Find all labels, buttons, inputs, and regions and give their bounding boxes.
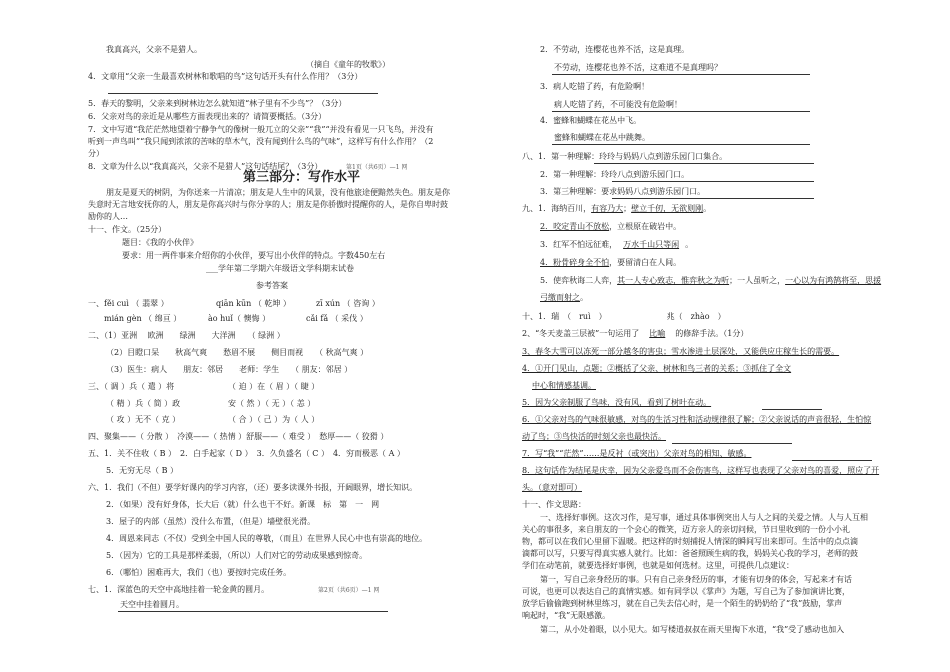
essay-guide-line: 第二，从小处着眼，以小见大。如写楼道叔叔在雨天里掏下水道，“我”受了感动也加入 xyxy=(540,625,845,634)
source-note: （摘自《童年的牧歌》） xyxy=(306,60,390,69)
text-segment: 九、1．海纳百川， xyxy=(522,204,592,213)
page-footer: 第1页（共6页）—1 网 xyxy=(346,164,408,171)
answer-10-6-cont: 动了鸟；③鸟快活的时刻父亲也最快活。 xyxy=(522,432,666,441)
answer-8-1: 八、1．第一种理解：玲玲与妈妈八点到游乐园门口集合。 xyxy=(522,152,728,161)
sentence-4-answer: 蜜蜂和蝴蝶在花丛中跳舞。 xyxy=(554,133,650,142)
answer-10-5: 5．因为父亲制服了鸟味，没有风，看到了树叶在动。 xyxy=(522,398,712,407)
paragraph-line: 朋友是夏天的树阴，为你送来一片清凉；朋友是人生中的风景，没有他旅途便黯然失色。朋友是你 xyxy=(106,188,450,197)
answer-9-4 xyxy=(540,257,681,268)
answer-6a: 六、1．我们（不但）要学好课内的学习内容，（还）要多读课外书报，开阔眼界，增长知识。 xyxy=(88,483,418,492)
answer-7b: 天空中挂着圆月。 xyxy=(120,600,184,609)
essay-guide-line: 放学后偷偷跑到树林里练习，就在自己失去信心时，是一个陌生的奶奶给了“我”鼓励，掌声 xyxy=(522,599,843,608)
answer-10-8: 8．这句话作为结尾是庆幸，因为父亲爱鸟而不会伤害鸟，这样写也表现了父亲对鸟的喜爱，照应了开 xyxy=(522,466,880,475)
text-segment: ，要留清白在人间。 xyxy=(609,258,682,267)
answer-7a: 七、1．深蓝色的天空中高地挂着一轮金黄的圆月。 xyxy=(88,585,270,594)
answer-10-4-cont: 中心和情感基调。 xyxy=(532,381,596,390)
answer-1f: cǎi fǎ （ 采伐 ） xyxy=(306,314,368,323)
essay-guide-line: 响起时，“我”无限感激。 xyxy=(522,611,611,620)
fill-answer: 万水千山只等闲 xyxy=(623,240,680,249)
question-4: 4．文章用“父亲一生最喜欢树林和歌唱的鸟”这句话开头有什么作用？（3分） xyxy=(88,72,363,81)
answer-3c: （ 精 ）兵（ 简 ）政 xyxy=(106,399,181,408)
answer-1b: qiān kūn （ 乾坤 ） xyxy=(216,299,291,308)
answer-8-2: 2．第一种理解：玲玲八点到游乐园门口。 xyxy=(540,170,690,179)
answer-1c: zī xún （ 咨询 ） xyxy=(316,299,380,308)
text-segment: ； xyxy=(623,204,632,213)
fill-answer: 2．咬定青山不放松 xyxy=(540,222,610,231)
page-footer: 第2页（共6页）—1 网 xyxy=(318,587,380,594)
text-segment: ；一人虽听之， xyxy=(729,276,786,285)
answer-10-3: 3、春冬大雪可以冻死一部分越冬的害虫；雪水渗进土层深处，又能供应庄稼生长的需要。 xyxy=(522,347,840,356)
answer-6b: 2．（如果）没有好身体，长大后（就）什么也干不好。新课 标 第 一 网 xyxy=(106,500,380,509)
paragraph-line: 失意时无言地安抚你的人，朋友是你高兴时与你分享的人；朋友是你骄傲时提醒你的人，是你自卑时鼓 xyxy=(88,200,448,209)
answer-3b: （ 迫 ）在（ 眉 ）（ 睫 ） xyxy=(228,382,320,391)
essay-guide-line: 滴都可以写，只要写得真实感人就行。比如：爸爸照顾生病的我，妈妈关心我的学习，老师的鼓 xyxy=(522,549,858,558)
composition-topic: 题目：《我的小伙伴》 xyxy=(122,238,198,247)
sentence-2-answer: 不劳动，连樱花也养不活，这难道不是真理吗？ xyxy=(554,63,722,72)
answer-10-4: 4．①开门见山，点题；②概括了父亲、树林和鸟三者的关系；③抓住了全文 xyxy=(522,364,792,373)
answer-1e: ào huǐ（ 懊悔 ） xyxy=(208,314,271,323)
answer-1d: mián gèn （ 绵亘 ） xyxy=(104,314,182,323)
answer-1a: 一、fěi cuì （ 翡翠 ） xyxy=(88,299,169,308)
answer-6f: 6．（哪怕）困难再大，我们（也）要按时完成任务。 xyxy=(106,568,292,577)
answer-10-6: 6．①父亲对鸟的气味很敏感，对鸟的生活习性和活动规律很了解；②父亲说话的声音很轻，生怕惊 xyxy=(522,415,872,424)
answer-line xyxy=(552,111,810,112)
question-5: 5．春天的黎明，父亲来到树林边怎么就知道“林子里有不少鸟”？（3分） xyxy=(88,99,347,108)
answer-6e: 5．（因为）它的工具是那样柔弱，（所以）人们对它的劳动成果感到惊奇。 xyxy=(106,551,368,560)
answer-3e: （ 攻 ）无不（ 克 ） xyxy=(106,415,181,424)
sentence-4: 4．蜜蜂和蝴蝶在花丛中飞。 xyxy=(540,116,642,125)
text-segment: 的修辞手法。（1分） xyxy=(675,329,749,338)
composition-requirement: 要求：用一两件事来介绍你的小伙伴，要写出小伙伴的特点。字数450左右 xyxy=(122,251,386,260)
essay-guide-line: 第一，写自己亲身经历的事。只有自己亲身经历的事，才能有切身的体会，写起来才有话 xyxy=(540,575,852,584)
sentence-2: 2．不劳动，连樱花也养不活，这是真理。 xyxy=(540,45,690,54)
essay-guide-line: 一、选择好事例。这次习作，是写事，通过具体事例突出人与人之间的关爱之情。人与人互相 xyxy=(540,513,868,522)
fill-answer: 壁立千仞，无欲则刚 xyxy=(631,204,704,213)
text-segment: 。 xyxy=(580,293,588,302)
answer-5a: 五、1．关不住收（ B ） 2．白手起家（ D ） 3．久负盛名（ C ） 4．穷而极恶（ A ） xyxy=(88,449,405,458)
text-segment: 5．使弈秋诲二人弈， xyxy=(540,276,618,285)
answer-3f: （ 合 ）（ 己 ）为（ 人 ） xyxy=(228,415,320,424)
question-6: 6．父亲对鸟的亲近是从哪些方面表现出来的？请简要概括。（3分） xyxy=(88,112,327,121)
answer-line xyxy=(792,460,872,461)
text-segment: 3．红军不怕远征难， xyxy=(540,240,618,249)
essay-guide-line: 可说，也更可以表达自己的真情实感。如有同学以《掌声》为题，写自己为了参加演讲比赛， xyxy=(522,587,850,596)
question-8: 8．文章为什么以“我真高兴，父亲不是猎人”这句话结尾？（3分） xyxy=(88,162,323,171)
answer-3d: 安（ 然 ）（ 无 ）（ 恙 ） xyxy=(228,399,316,408)
essay-guide-line: 学们在动笔前，就要选择好事例，也就是如何选材。这里，可提供几点建议： xyxy=(522,561,794,570)
answer-line xyxy=(594,163,814,164)
section-title: 第三部分：写作水平 xyxy=(243,170,361,185)
fill-answer: 其一人专心致志，惟弈秋之为听 xyxy=(617,276,730,285)
answer-5b: 5．无穷无尽（ B ） xyxy=(106,466,179,475)
answer-line xyxy=(552,144,810,145)
text-segment: 。 xyxy=(703,204,712,213)
answer-2c: （3）医生：病人 朋友：邻居 老师：学生 （ 朋友：邻居 ） xyxy=(106,365,353,374)
answer-10-2 xyxy=(522,328,748,339)
fill-answer: 一心以为有鸿鹄将至，思援 xyxy=(785,276,882,285)
answer-2a: 二、（1）亚洲 欧洲 绿洲 大洋洲 （ 绿洲 ） xyxy=(88,331,285,340)
answer-line xyxy=(108,93,378,94)
answer-9-5 xyxy=(540,275,881,286)
answer-key-title: 参考答案 xyxy=(256,281,288,290)
answer-10-8-cont: 头。（意对即可） xyxy=(522,483,582,492)
answer-8-3: 3．第三种理解：要求妈妈八点到游乐园门口。 xyxy=(540,187,706,196)
essay-guide-line: 物，都可以在我们心里留下温暖。把这样的时刻捕捉人情深的瞬间写出来即可。生活中的点点滴 xyxy=(522,537,858,546)
answer-9-5-cont xyxy=(540,292,588,303)
answer-line xyxy=(612,198,814,199)
composition-heading: 十一、作文。（25分） xyxy=(88,225,167,234)
answer-9-3 xyxy=(540,239,693,250)
text-segment: 2、“冬天麦盖三层被”一句运用了 xyxy=(522,329,640,338)
fill-answer: 比喻 xyxy=(649,329,666,338)
answer-9-2 xyxy=(540,221,681,232)
sentence-3-answer: 病人吃错了药，不可能没有危险啊！ xyxy=(554,100,682,109)
answer-6d: 4．周恩来同志（不仅）受到全中国人民的尊敬，（而且）在世界人民心中也有崇高的地位。 xyxy=(106,534,428,543)
answer-line xyxy=(762,409,822,410)
answer-2b: （2）目瞪口呆 秋高气爽 愁眉不展 侧目而视 （ 秋高气爽 ） xyxy=(106,348,369,357)
fill-answer: 4．粉骨碎身全不怕 xyxy=(540,258,610,267)
answer-line xyxy=(118,611,388,612)
answer-10-1: 十、1．瑞 （ ruì ） 兆（ zhào ） xyxy=(522,312,726,321)
answer-line xyxy=(552,74,810,75)
question-7-cont: 分） xyxy=(88,149,104,158)
answer-9-1 xyxy=(522,203,711,214)
exam-title: ___学年第二学期六年级语文学科期末试卷 xyxy=(206,264,354,273)
answer-line xyxy=(612,181,814,182)
answer-4: 四、聚集——（ 分散 ） 冷漠——（ 热情 ）舒服——（ 难受 ） 愁厚——（ 狡猾 ） xyxy=(88,432,389,441)
text-segment: ，立根原在破岩中。 xyxy=(609,222,682,231)
answer-6c: 3．屋子的内部（虽然）没什么布置，（但是）墙壁很光滑。 xyxy=(106,517,316,526)
answer-3a: 三、（ 调 ）兵（ 遣 ）将 xyxy=(88,382,175,391)
question-7: 7．文中写道“我茫茫然地望着宁静争气的像树一般兀立的父亲”“我”“并没有看见一只飞鸟，并没有 xyxy=(88,125,434,134)
essay-guide-line: 关心的事很多，来自朋友的一个会心的微笑，迈方亲人的亲切问候，节日里收到的一份小小礼 xyxy=(522,525,850,534)
text-segment: 。 xyxy=(685,240,694,249)
answer-line xyxy=(672,443,792,444)
sentence-3: 3．病人吃错了药，有危险啊！ xyxy=(540,82,650,91)
fill-answer: 弓缴而射之 xyxy=(540,293,580,302)
fill-answer: 有容乃大 xyxy=(591,204,624,213)
text-line: 我真高兴，父亲不是猎人。 xyxy=(106,45,202,54)
question-7-cont: 听到一声鸟叫”“我只闻到浓浓的苦味的草木气，没有闻到什么鸟的气味”，这样写有什么作用？（2 xyxy=(88,137,434,146)
paragraph-line: 励你的人… xyxy=(88,212,128,221)
answer-10-7: 7．写“我”“茫然”……是反衬（或突出）父亲对鸟的相知、敏感。 xyxy=(522,449,752,458)
answer-11-heading: 十一、作文思路： xyxy=(522,500,586,509)
